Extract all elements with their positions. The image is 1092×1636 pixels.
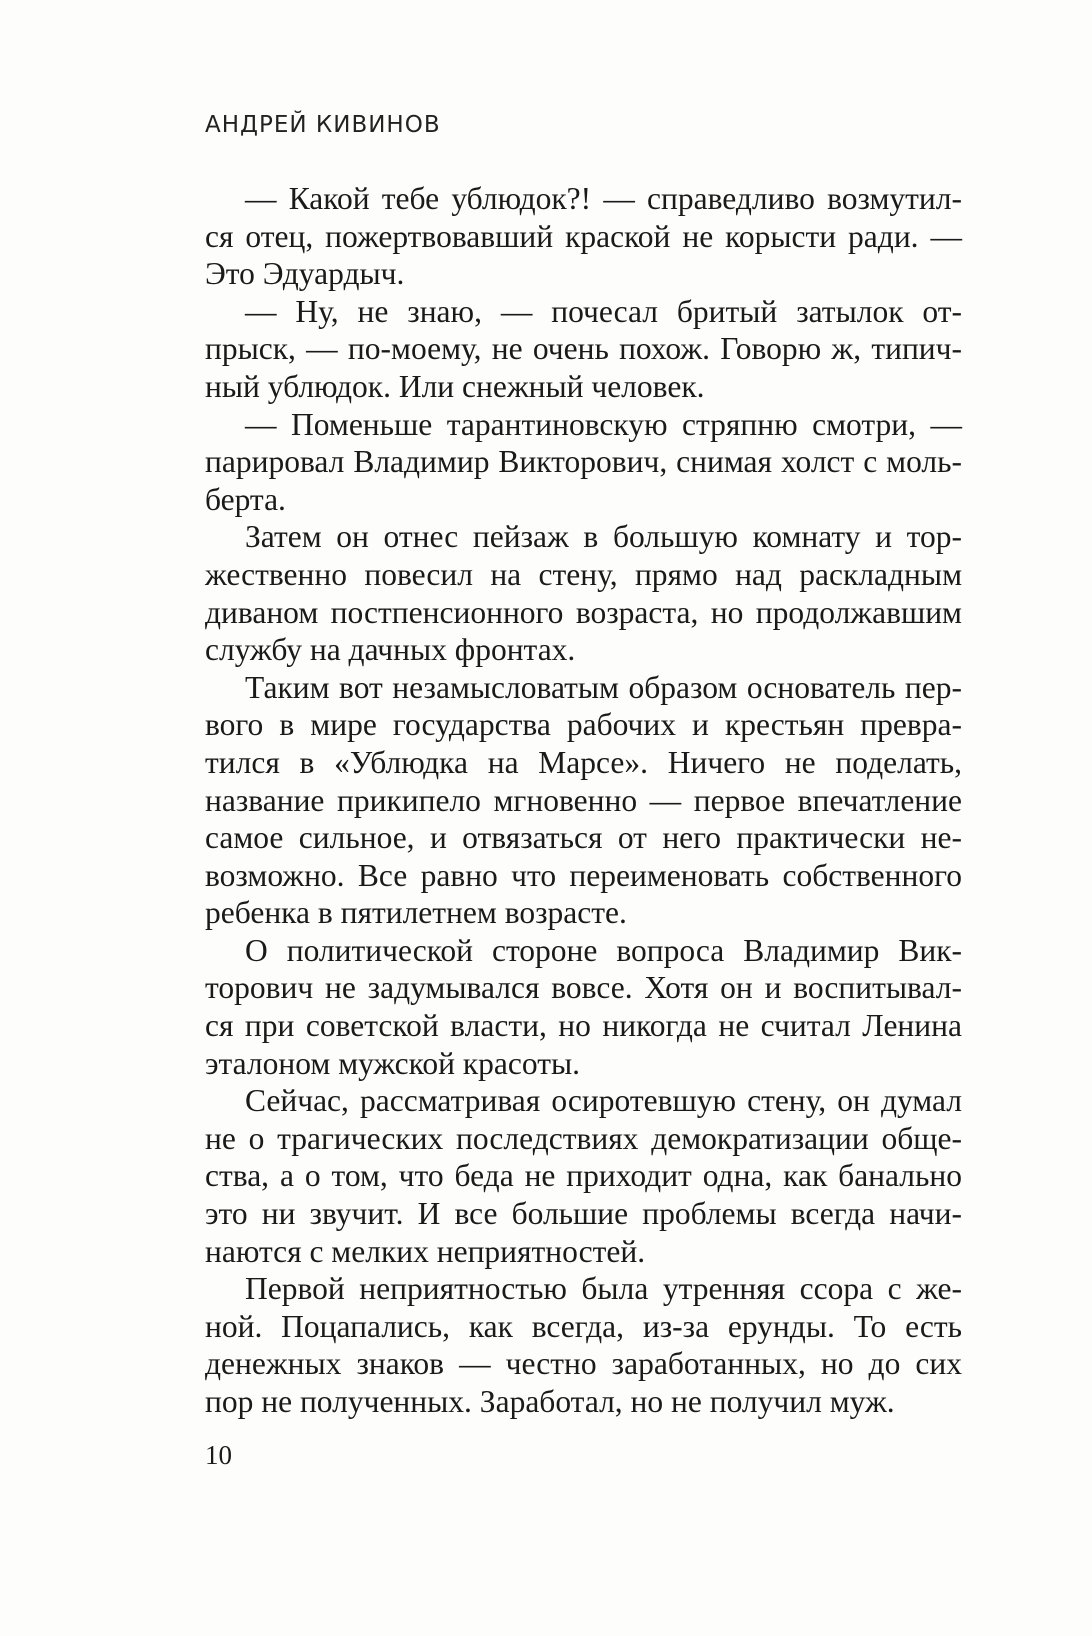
paragraph: [205, 406, 962, 519]
text-line: торович не задумывался вовсе. Хотя он и воспитывал-: [205, 970, 962, 1006]
text-line: Сейчас, рассматривая осиротевшую стену, он думал: [245, 1083, 962, 1119]
text-line: не о трагических последствиях демократизации обще-: [205, 1120, 962, 1156]
text-line: ся при советской власти, но никогда не считал Ленина: [205, 1008, 962, 1044]
text-line: прыск, — по-моему, не очень похож. Говорю ж, типич-: [205, 331, 962, 367]
text-line: это ни звучит. И все большие проблемы всегда начи-: [205, 1196, 962, 1232]
text-line: берта.: [205, 481, 286, 517]
text-line: — Ну, не знаю, — почесал бритый затылок от-: [245, 293, 962, 329]
paragraph: [205, 293, 962, 406]
paragraph: [205, 1082, 962, 1270]
text-line: тился в «Ублюдка на Марсе». Ничего не поделать,: [205, 744, 962, 780]
text-line: — Какой тебе ублюдок?! — справедливо возмутил-: [245, 181, 962, 216]
running-head: АНДРЕЙ КИВИНОВ: [205, 112, 441, 138]
text-line: Это Эдуардыч.: [205, 256, 405, 292]
text-line: — Поменьше тарантиновскую стряпню смотри, —: [245, 406, 962, 442]
text-line: ной. Поцапались, как всегда, из-за ерунды. То есть: [205, 1308, 962, 1344]
text-line: ребенка в пятилетнем возрасте.: [205, 895, 627, 931]
text-line: вого в мире государства рабочих и крестьян превра-: [205, 707, 962, 743]
text-line: жественно повесил на стену, прямо над раскладным: [205, 556, 962, 592]
text-line: О политической стороне вопроса Владимир Вик-: [245, 932, 962, 968]
text-line: название прикипело мгновенно — первое впечатление: [205, 782, 962, 818]
text-line: Затем он отнес пейзаж в большую комнату и тор-: [245, 519, 962, 555]
text-line: службу на дачных фронтах.: [205, 632, 576, 668]
text-line: ся отец, пожертвовавший краской не корысти ради. —: [205, 218, 962, 254]
text-line: возможно. Все равно что переименовать собственного: [205, 857, 962, 893]
text-line: Таким вот незамысловатым образом основатель пер-: [245, 669, 962, 705]
paragraph: [205, 180, 962, 293]
text-line: диваном постпенсионного возраста, но продолжавшим: [205, 594, 962, 630]
body-text: [205, 180, 962, 1421]
text-line: самое сильное, и отвязаться от него практически не-: [205, 820, 962, 856]
paragraph: [205, 669, 962, 932]
text-line: парировал Владимир Викторович, снимая холст с моль-: [205, 444, 962, 480]
paragraph: [205, 518, 962, 668]
text-line: наются с мелких неприятностей.: [205, 1233, 646, 1269]
text-line: Первой неприятностью была утренняя ссора с же-: [245, 1271, 962, 1307]
text-line: денежных знаков — честно заработанных, но до сих: [205, 1346, 962, 1382]
paragraph: [205, 1270, 962, 1420]
text-line: ный ублюдок. Или снежный человек.: [205, 368, 705, 404]
text-line: эталоном мужской красоты.: [205, 1045, 581, 1081]
page-number: 10: [205, 1440, 232, 1470]
text-line: ства, а о том, что беда не приходит одна, как банально: [205, 1158, 962, 1194]
text-line: пор не полученных. Заработал, но не получил муж.: [205, 1384, 895, 1419]
paragraph: [205, 932, 962, 1082]
